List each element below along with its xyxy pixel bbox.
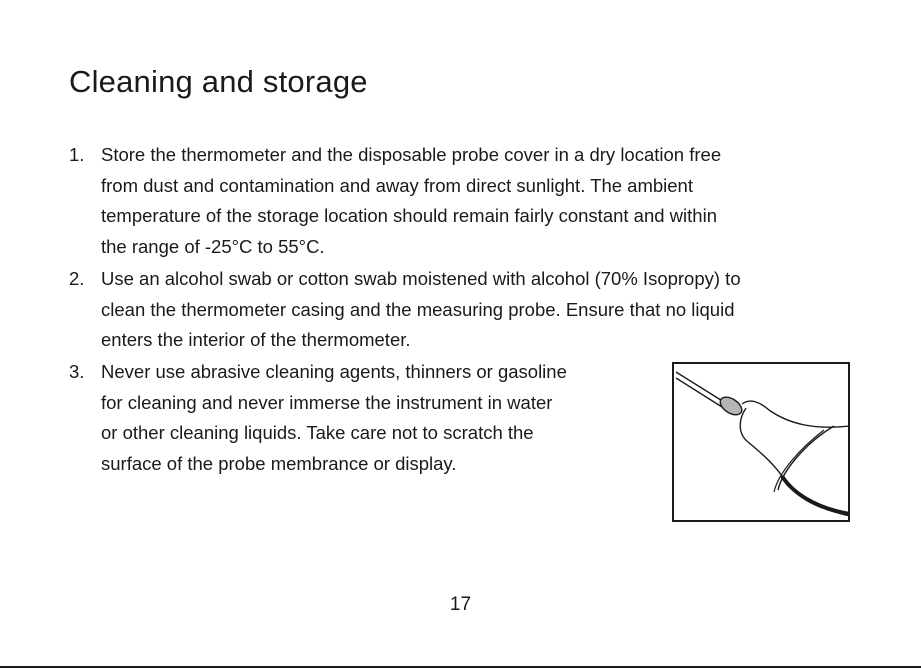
list-item-number: 3. xyxy=(69,361,85,382)
page-number: 17 xyxy=(449,594,472,615)
text-line: from dust and contamination and away from direct sunlight. The ambient xyxy=(101,174,693,196)
list-item-text xyxy=(101,264,741,356)
page-title: Cleaning and storage xyxy=(69,64,368,99)
list-item-text xyxy=(101,357,567,480)
text-line: Store the thermometer and the disposable probe cover in a dry location free xyxy=(101,144,722,165)
text-line: surface of the probe membrance or display. xyxy=(101,453,457,475)
list-item-number: 2. xyxy=(69,268,85,289)
text-line: temperature of the storage location should remain fairly constant and within xyxy=(101,205,717,227)
bottom-divider xyxy=(0,666,921,668)
list-item-number: 1. xyxy=(69,144,85,165)
text-line: the range of -25°C to 55°C. xyxy=(101,236,325,258)
text-line: Use an alcohol swab or cotton swab moistened with alcohol (70% Isopropy) to xyxy=(101,268,741,289)
list-item-text xyxy=(101,140,721,263)
text-line: Never use abrasive cleaning agents, thinners or gasoline xyxy=(101,361,567,382)
text-line: enters the interior of the thermometer. xyxy=(101,329,411,351)
cleaning-illustration xyxy=(672,362,850,522)
thermometer-cleaning-icon xyxy=(674,364,848,520)
text-line: for cleaning and never immerse the instrument in water xyxy=(101,391,553,413)
text-line: or other cleaning liquids. Take care not to scratch the xyxy=(101,422,534,444)
text-line: clean the thermometer casing and the measuring probe. Ensure that no liquid xyxy=(101,298,735,320)
